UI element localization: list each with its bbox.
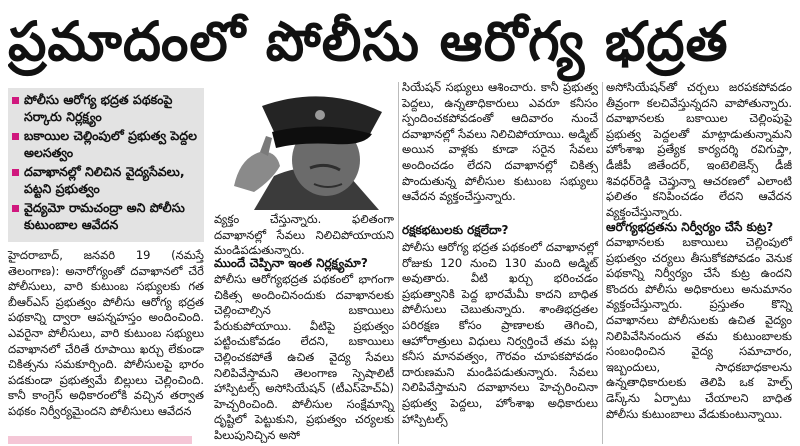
article-paragraph: హైదరాబాద్, జనవరి 19 (నమస్తే తెలంగాణ): అనారోగ్యంతో దవాఖానలో చేరే పోలీసులు, వారి కుటుంబ సభ్యులకు గత బీఆర్ఎస్ ప్రభుత్వం పోలీసు ఆరోగ్య భద్రత పథకాన్ని ద్వారా ఆపన్నహస్తం అందించింది. ఎవరైనా పోలీసులు, వారి కుటుంబ సభ్యులు దవాఖానలో చేరితే రూపాయి ఖర్చు లేకుండా చికిత్సను సమకూర్చింది. పోలీసులపై భారం పడకుండా ప్రభుత్వమే బిల్లులు చెల్లించింది. కానీ కాంగ్రెస్ అధికారంలోకి వచ్చిన తర్వాత పథకం నిర్వీర్యమైందని పోలీసులు ఆవేదన <box>8 248 204 418</box>
headline: ప్రమాదంలో పోలీసు ఆరోగ్య భద్రత <box>8 10 729 73</box>
article-paragraph: అసోసియేషన్‌తో చర్చలు జరపకపోవడం తీవ్రంగా కలచివేస్తున్నదని వాపోతున్నారు. దవాఖానలకు బకాయిల చెల్లింపుపై ప్రభుత్వ పెద్దలతో మాట్లాడుతున్నామని హోంశాఖ ప్రత్యేక కార్యదర్శి రవిగుప్తా, డీజీపీ జితేందర్, ఇంటెలిజెన్స్ డీజీ శివధర్‌రెడ్డి చెప్తున్నా ఆచరణలో ఎలాంటి ఫలితం కనిపించడం లేదని ఆవేదన వ్యక్తంచేస్తున్నారు. <box>606 80 792 219</box>
bullet-square-icon <box>12 133 19 140</box>
highlights-box <box>8 88 204 242</box>
highlight-text: బకాయిల చెల్లింపులో ప్రభుత్వ పెద్దల అలసత్వం <box>24 128 197 160</box>
article-column-3-top <box>402 80 598 207</box>
highlight-item <box>12 164 200 197</box>
highlight-item <box>12 92 200 125</box>
subheading: రక్షకభటులకు రక్షలేదా? <box>402 223 509 237</box>
article-column-1 <box>8 248 204 422</box>
officer-cap-illustration <box>214 88 394 210</box>
article-paragraph: పోలీసు ఆరోగ్య భద్రత పథకంలో దవాఖానల్లో రోజుకు 120 నుంచి 130 మంది అడ్మిట్ అవుతారు. వీటి ఖర్చు భరించడం ప్రభుత్వానికి పెద్ద భారమేమీ కాదని బాధిత పోలీసులు చెబుతున్నారు. శాంతిభద్రతల పరిరక్షణ కోసం ప్రాణాలకు తెగించి, ఆహోరాత్రులు విధులు నిర్వర్తించే తమ పట్ల కనీస మానవత్వం, గౌరవం చూపకపోవడం దారుణమని మండిపడుతున్నారు. సేవలు నిలిపివేస్తామని దవాఖానలు హెచ్చరించినా ప్రభుత్వ పెద్దలు, హోంశాఖ అధికారులు హాస్పిటల్స్ <box>402 240 598 426</box>
highlight-text: పోలీసు ఆరోగ్య భద్రత పథకంపై సర్కారు నిర్లక్ష్యం <box>24 92 173 124</box>
bullet-square-icon <box>12 97 19 104</box>
highlight-text: దవాఖానల్లో నిలిచిన వైద్యసేవలు, పట్టని ప్రభుత్వం <box>24 164 185 196</box>
article-column-2-top <box>214 212 394 261</box>
bullet-square-icon <box>12 169 19 176</box>
article-column-3-body <box>402 240 598 429</box>
bullet-square-icon <box>12 205 19 212</box>
column-divider <box>602 82 603 444</box>
next-article-strip <box>8 436 192 444</box>
subheading: ముందే చెప్పినా ఇంత నిర్లక్ష్యమా? <box>214 256 368 270</box>
article-paragraph: పోలీసు ఆరోగ్యభద్రత పథకంలో భాగంగా చికిత్స అందించినందుకు దవాఖానలకు చెల్లించాల్సిన బకాయిలు పేరుకుపోయాయి. వీటిపై ప్రభుత్వం పట్టించుకోవడం లేదని, బకాయిలు చెల్లించకపోతే ఉచిత వైద్య సేవలు నిలిపివేస్తామని తెలంగాణ స్పెషాలిటీ హాస్పిటల్స్ అసోసియేషన్ (టీఎస్‌హెచ్ఏ) హెచ్చరించింది. పోలీసుల సంక్షేమాన్ని దృష్టిలో పెట్టుకుని, ప్రభుత్వం చర్యలకు పిలుపునిచ్చిన అసో <box>214 272 394 442</box>
officer-cap-photo <box>214 88 394 210</box>
article-column-2-body <box>214 272 394 446</box>
article-column-4-top <box>606 80 792 222</box>
column-divider <box>398 82 399 444</box>
article-paragraph: సియేషన్ సభ్యులు ఆశించారు. కానీ ప్రభుత్వ పెద్దలు, ఉన్నతాధికారులు ఎవరూ కనీసం స్పందించకపోవడంతో ఆదివారం నుంచే దవాఖానల్లో సేవలు నిలిచిపోయాయి. అడ్మిట్ అయిన వాళ్లకు కూడా సరైన సేవలు అందించడం లేదని దవాఖానల్లో చికిత్స పొందుతున్న పోలీసుల కుటుంబ సభ్యులు ఆవేదన వ్యక్తంచేస్తున్నారు. <box>402 80 598 204</box>
subheading: ఆరోగ్యభద్రతను నిర్వీర్యం చేసే కుట్ర? <box>606 220 774 234</box>
highlight-item <box>12 200 200 233</box>
highlight-item <box>12 128 200 161</box>
highlight-text: వైద్యమో రామచంద్రా అని పోలీసు కుటుంబాల ఆవేదన <box>24 200 185 232</box>
article-paragraph: దవాఖానలకు బకాయిలు చెల్లింపులో ప్రభుత్వం చర్యలు తీసుకోకపోవడం వెనుక పథకాన్ని నిర్వీర్యం చేసే కుట్ర ఉందని కొందరు పోలీసు అధికారులు అనుమానం వ్యక్తంచేస్తున్నారు. ప్రస్తుతం కొన్ని దవాఖానలు పోలీసులకు ఉచిత వైద్యం నిలిపివేసినందున తమ కుటుంబాలకు సంబంధించిన వైద్య సమాచారం, ఇబ్బందులు, సాధకబాధకాలను ఉన్నతాధికారులకు తెలిపి ఒక హెల్ప్ డెస్క్‌ను ఏర్పాటు చేయాలని బాధిత పోలీసు కుటుంబాలు వేడుకుంటున్నాయి. <box>606 235 792 421</box>
article-paragraph: వ్యక్తం చేస్తున్నారు. ఫలితంగా దవాఖానల్లో సేవలు నిలిచిపోయాయని మండిపడుతున్నారు. <box>214 212 394 258</box>
article-column-4-body <box>606 235 792 424</box>
